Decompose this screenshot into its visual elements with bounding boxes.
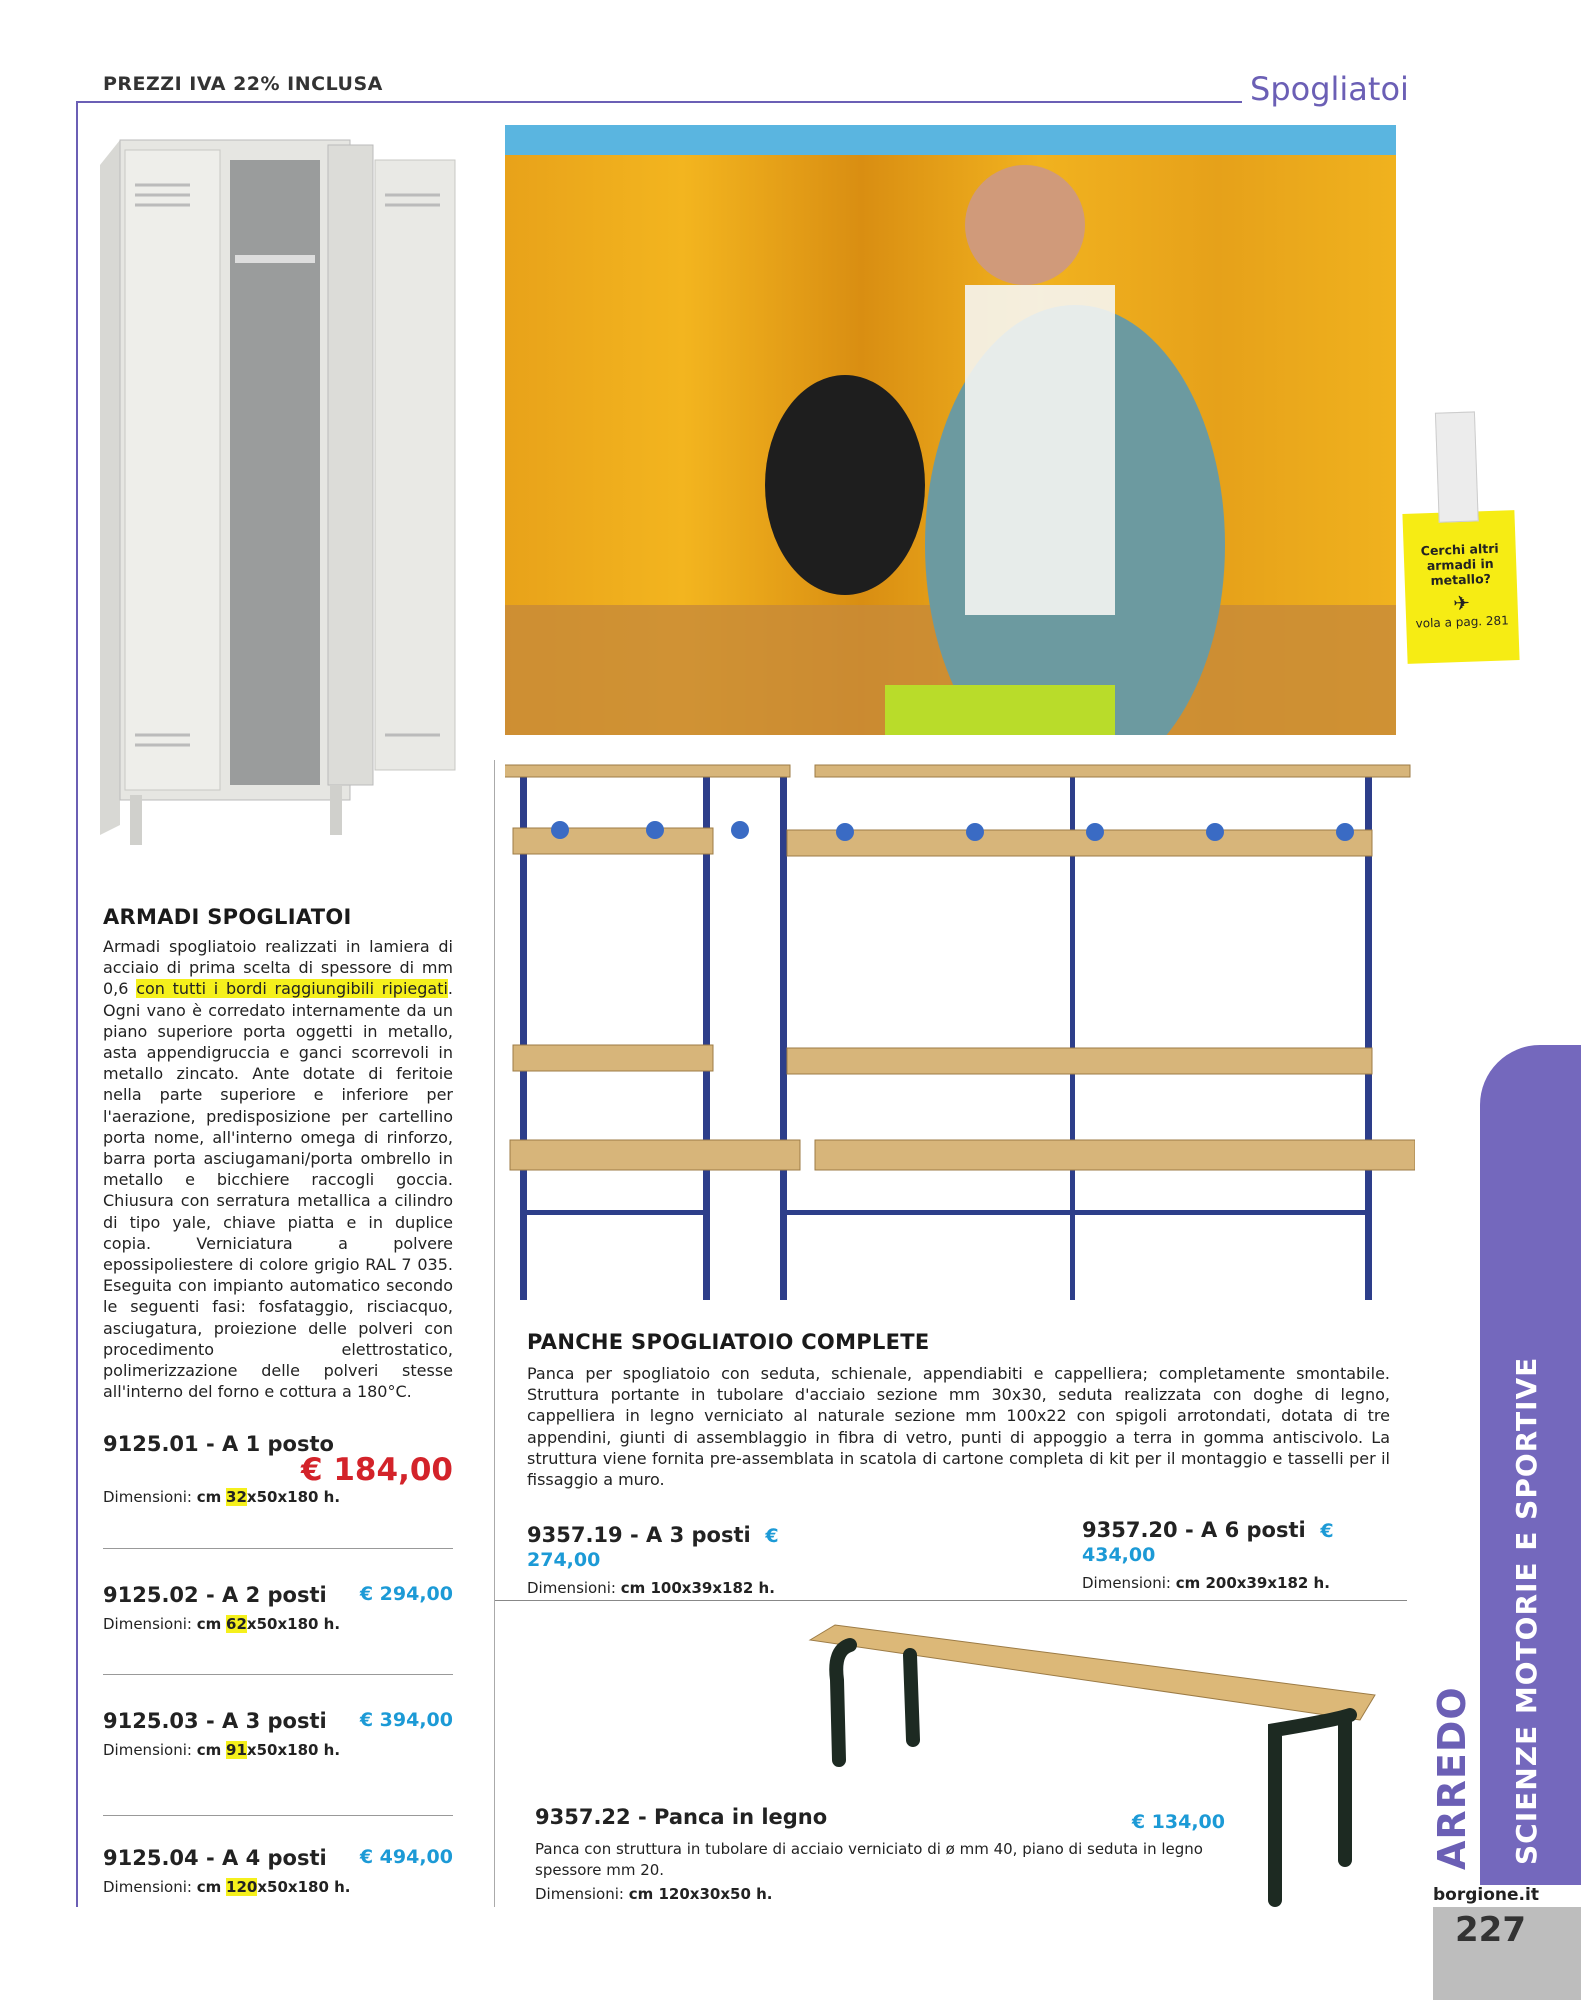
desc-text: . Ogni vano è corredato internamente da un piano superiore porta oggetti in metallo, asta appendigruccia e ganci scorrevoli in metallo zincato. Ante dotate di feritoie nella parte superiore e inferiore per l'aerazione, predisposizione per cartellino porta nome, all'interno omega di rinforzo, barra porta asciugamani/porta ombrello in metallo e bicchiere raccogli goccia. Chiusura con serratura metallica a cilindro di tipo yale, chiave piatta e in duplice copia. Verniciatura a polvere epossipoliestere di colore grigio RAL 7 035. Eseguita con impianto automatico secondo le seguenti fasi: fosfataggio, risciacquo, asciugatura, proiezione delle polveri con procedimento elettrostatico, polimerizzazione delle polveri stesse all'interno del forno e cottura a 180°C. [103, 979, 454, 1402]
item-name: A 6 posti [1201, 1518, 1306, 1542]
item-price: € 394,00 [359, 1709, 453, 1731]
dim-width: 91 [226, 1741, 247, 1759]
item-price: € 134,00 [1131, 1811, 1225, 1833]
dim-unit: cm [196, 1615, 222, 1633]
item-code: 9357.19 [527, 1523, 623, 1547]
panca-item: 9357.22 - Panca in legno € 134,00 Panca con struttura in tubolare di acciaio verniciato di ø mm 40, piano di seduta in legno spessore mm 20. Dimensioni: cm 120x30x50 h. [535, 1805, 1225, 1903]
armadi-title: ARMADI SPOGLIATOI [103, 905, 352, 929]
dim-width: 62 [226, 1615, 247, 1633]
desc-highlight: con tutti i bordi raggiungibili ripiegati [136, 979, 448, 999]
site-link[interactable]: borgione.it [1433, 1885, 1539, 1905]
left-border [76, 101, 78, 1907]
dim-rest: x50x180 h. [257, 1878, 351, 1896]
locker-thumbnail [1435, 411, 1479, 522]
panche-item: 9357.20 - A 6 posti € 434,00 Dimensioni: cm 200x39x182 h. [1082, 1518, 1334, 1592]
divider [103, 1674, 453, 1675]
dim-label: Dimensioni: [103, 1741, 192, 1759]
dim-value: cm 100x39x182 h. [620, 1579, 775, 1597]
armadi-item: 9125.04 - A 4 posti € 494,00 Dimensioni: cm 120x50x180 h. [103, 1846, 453, 1896]
dim-label: Dimensioni: [527, 1579, 616, 1597]
dim-rest: x50x180 h. [246, 1488, 341, 1506]
item-price: € 274,00 [527, 1525, 779, 1571]
dim-width: 120 [226, 1878, 258, 1896]
item-name: A 3 posti [646, 1523, 751, 1547]
dim-rest: x50x180 h. [246, 1741, 341, 1759]
dim-rest: x50x180 h. [246, 1615, 341, 1633]
item-code: 9125.02 [103, 1583, 199, 1607]
divider [103, 1815, 453, 1816]
item-code: 9357.22 [535, 1805, 631, 1829]
locker-image [100, 135, 460, 860]
cross-reference-sticker[interactable] [1402, 510, 1519, 664]
item-price: € 294,00 [359, 1583, 453, 1605]
dim-label: Dimensioni: [103, 1878, 192, 1896]
divider [495, 1600, 1407, 1601]
dim-label: Dimensioni: [103, 1488, 192, 1506]
item-name: A 1 posto [222, 1432, 334, 1456]
page-number: 227 [1455, 1910, 1526, 1950]
item-name: A 2 posti [222, 1583, 327, 1607]
item-code: 9125.03 [103, 1709, 199, 1733]
item-price: € 434,00 [1082, 1520, 1334, 1566]
panche-description: Panca per spogliatoio con seduta, schienale, appendiabiti e cappelliera; completamente smontabile. Struttura portante in tubolare d'acciaio sezione mm 30x30, seduta realizzata con doghe di legno, cappelliera in legno verniciato al naturale sezione mm 100x22 con spigoli arrotondati, dotata di tre appendini, giunti di assemblaggio in fibra di vetro, punti di appoggio a terra in gomma antiscivolo. La struttura viene fornita pre-assemblata in scatola di cartone completa di kit per il montaggio e tasselli per il fissaggio a muro. [527, 1364, 1390, 1490]
panche-title: PANCHE SPOGLIATOIO COMPLETE [527, 1330, 930, 1354]
dim-unit: cm [196, 1741, 222, 1759]
armadi-item: 9125.02 - A 2 posti € 294,00 Dimensioni: cm 62x50x180 h. [103, 1583, 453, 1633]
dim-label: Dimensioni: [103, 1615, 192, 1633]
armadi-item: 9125.03 - A 3 posti € 394,00 Dimensioni: cm 91x50x180 h. [103, 1709, 453, 1759]
dim-label: Dimensioni: [535, 1885, 624, 1904]
item-code: 9125.01 [103, 1432, 199, 1456]
panca-description: Panca con struttura in tubolare di acciaio verniciato di ø mm 40, piano di seduta in legno spessore mm 20. [535, 1840, 1203, 1880]
category-label: SCIENZE MOTORIE E SPORTIVE [1510, 1356, 1543, 1865]
section-title: Spogliatoi [1250, 70, 1409, 108]
dim-unit: cm [196, 1878, 222, 1896]
group-label: ARREDO [1430, 1686, 1474, 1870]
dim-unit: cm [196, 1488, 222, 1506]
dim-value: cm 120x30x50 h. [628, 1885, 773, 1904]
item-name: A 4 posti [222, 1846, 327, 1870]
paper-plane-icon: ✈ [1452, 590, 1471, 616]
item-price: € 184,00 [301, 1452, 453, 1488]
dim-value: cm 200x39x182 h. [1175, 1574, 1330, 1592]
item-code: 9357.20 [1082, 1518, 1178, 1542]
panche-item: 9357.19 - A 3 posti € 274,00 Dimensioni: cm 100x39x182 h. [527, 1523, 779, 1597]
divider [103, 1548, 453, 1549]
vat-note: PREZZI IVA 22% INCLUSA [103, 73, 383, 95]
armadi-description [103, 936, 453, 1402]
dim-width: 32 [226, 1488, 247, 1506]
locker-room-photo [505, 125, 1396, 735]
header-divider [77, 101, 1242, 103]
dim-label: Dimensioni: [1082, 1574, 1171, 1592]
column-divider [494, 760, 495, 1907]
item-code: 9125.04 [103, 1846, 199, 1870]
desc-text: Armadi spogliatoio realizzati in lamiera di acciaio di prima scelta di spessore di mm 0,6 [103, 937, 453, 999]
item-price: € 494,00 [359, 1846, 453, 1868]
sticker-question: Cerchi altri armadi in metallo? [1420, 540, 1499, 589]
item-name: Panca in legno [654, 1805, 828, 1829]
item-name: A 3 posti [222, 1709, 327, 1733]
sticker-link[interactable]: vola a pag. 281 [1415, 613, 1510, 631]
benches-image [505, 760, 1415, 1300]
armadi-item: 9125.01 - A 1 posto € 184,00 Dimensioni: cm 32x50x180 h. [103, 1432, 453, 1506]
